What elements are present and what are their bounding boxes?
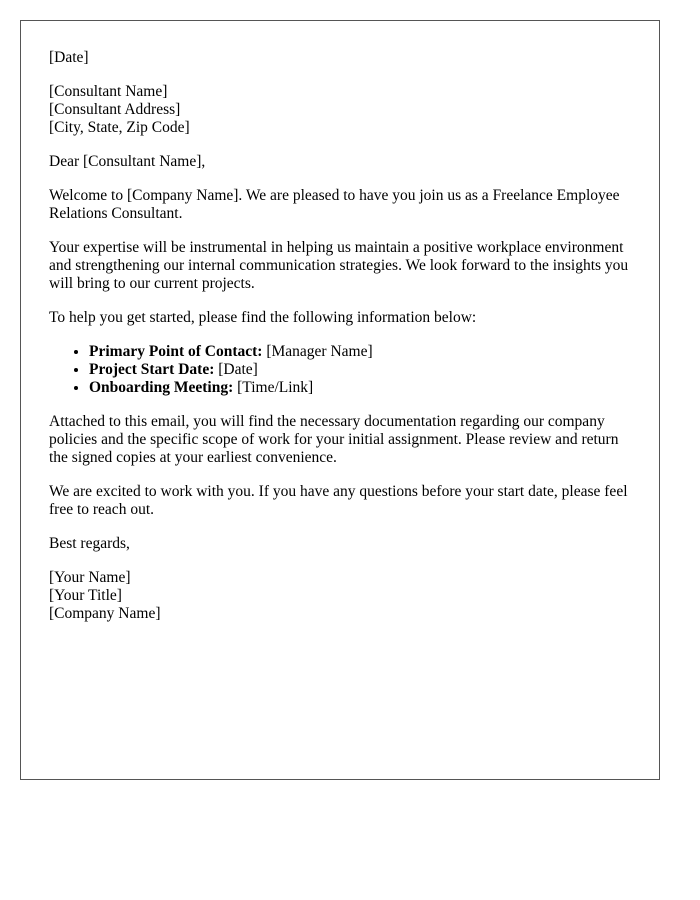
paragraph-excited: We are excited to work with you. If you have any questions before your start date, please feel free to reach out. bbox=[49, 483, 628, 518]
recipient-name: [Consultant Name] bbox=[49, 83, 168, 100]
list-item bbox=[89, 343, 631, 361]
signature-block bbox=[49, 569, 631, 623]
letter-date: [Date] bbox=[49, 49, 89, 66]
paragraph-info-intro: To help you get started, please find the following information below: bbox=[49, 309, 477, 326]
info-value: [Manager Name] bbox=[262, 343, 373, 360]
signoff: Best regards, bbox=[49, 535, 130, 552]
recipient-city-state-zip: [City, State, Zip Code] bbox=[49, 119, 190, 136]
paragraph-expertise: Your expertise will be instrumental in helping us maintain a positive workplace environment and strengthening our internal communication strategies. We look forward to the insights you will bring to our current projects. bbox=[49, 239, 629, 292]
recipient-address: [Consultant Address] bbox=[49, 101, 181, 118]
info-value: [Date] bbox=[214, 361, 258, 378]
paragraph-attachments: Attached to this email, you will find the necessary documentation regarding our company policies and the specific scope of work for your initial assignment. Please review and return the signed copies at your earliest convenience. bbox=[49, 413, 619, 466]
recipient-block bbox=[49, 83, 631, 137]
list-item bbox=[89, 379, 631, 397]
signature-company: [Company Name] bbox=[49, 605, 161, 622]
list-item bbox=[89, 361, 631, 379]
info-label: Primary Point of Contact: bbox=[89, 343, 263, 360]
signature-title: [Your Title] bbox=[49, 587, 122, 604]
salutation: Dear [Consultant Name], bbox=[49, 153, 206, 170]
paragraph-welcome: Welcome to [Company Name]. We are pleased to have you join us as a Freelance Employee Relations Consultant. bbox=[49, 187, 620, 222]
signature-name: [Your Name] bbox=[49, 569, 131, 586]
info-list bbox=[49, 343, 631, 397]
info-label: Project Start Date: bbox=[89, 361, 215, 378]
info-label: Onboarding Meeting: bbox=[89, 379, 234, 396]
letter-page bbox=[20, 20, 660, 780]
info-value: [Time/Link] bbox=[233, 379, 314, 396]
